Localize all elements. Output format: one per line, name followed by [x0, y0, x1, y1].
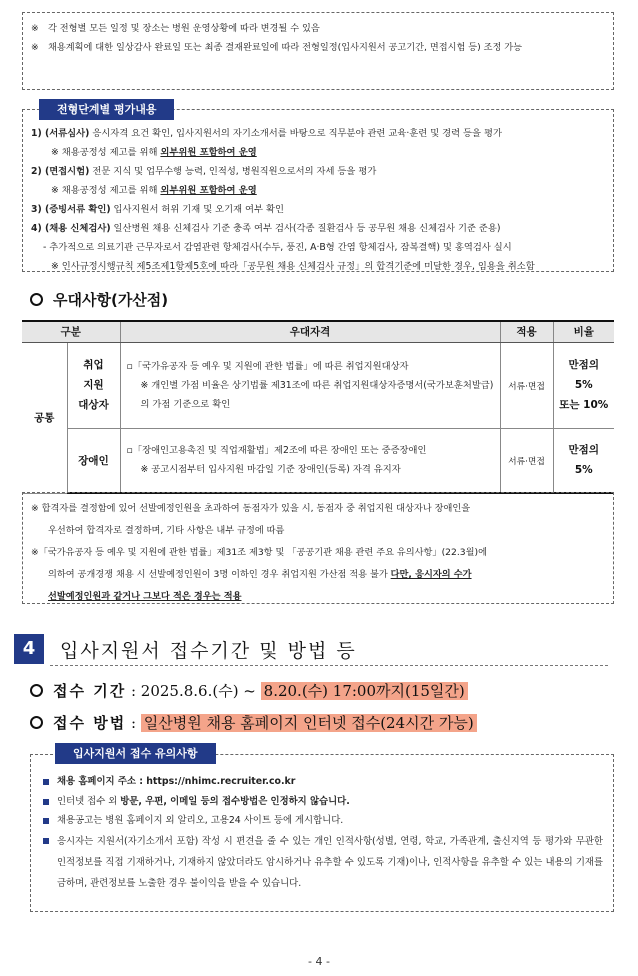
page-number: - 4 - [308, 955, 330, 968]
caution-box-label: 입사지원서 접수 유의사항 [55, 743, 216, 764]
qualification-note: ※ 개인별 가점 비율은 상기법률 제31조에 따른 취업지원대상자증명서(국가보훈처발급)의 가점 기준으로 확인 [140, 379, 494, 410]
qualification-text: ▫「장애인고용촉진 및 직업재활법」제2조에 따른 장애인 또는 중증장애인 [126, 445, 427, 457]
eval-physical-note: ※ 인사규정시행규칙 제5조제1항제5호에 따라「공무원 채용 신체검사 규정」의 합격기준에 미달한 경우, 임용을 취소함 [51, 261, 535, 272]
note-line: ※「국가유공자 등 예우 및 지원에 관한 법률」제31조 제3항 및 「공공기관 채용 관련 주요 유의사항」(22.3월)에 [31, 547, 487, 558]
circle-bullet-icon [30, 293, 43, 306]
eval-physical: 4) (채용 신체검사) 일산병원 채용 신체검사 기준 충족 여부 검사(각종 질환검사 등 공무원 채용 신체검사 기준 준용) [31, 223, 501, 234]
square-bullet-icon [43, 799, 49, 805]
preference-table [22, 320, 614, 494]
note-line: 선발예정인원과 같거나 그보다 적은 경우는 적용 [48, 591, 242, 602]
apply-cell: 서류·면접 [500, 342, 553, 428]
list-item [41, 772, 603, 792]
section-number: 4 [14, 634, 44, 664]
qualification-cell [120, 428, 500, 493]
section-divider [50, 665, 608, 666]
section-4-header [14, 634, 614, 664]
eval-interview: 2) (면접시험) 전문 지식 및 업무수행 능력, 인적성, 병원직원으로서의 자세 등을 평가 [31, 166, 377, 177]
note-line: ※ 각 전형별 모든 일정 및 장소는 병원 운영상황에 따라 변경될 수 있음 [31, 23, 320, 34]
note-line: 우선하여 합격자로 결정하며, 기타 사항은 내부 규정에 따름 [48, 525, 285, 536]
list-item: 응시자는 지원서(자기소개서 포함) 작성 시 편견을 줄 수 있는 개인 인적사항(성별, 연령, 학교, 가족관계, 출신지역 등 평가와 무관한 인적정보를 직접 기재하거나, 기재하지 않았더라도 암시하거나 유추할 수 있도록 기재)이나, 인적사항을 유추할 수 있는 내용의 기재를 금하며, 관련정보를 노출한 경우 불이익을 받을 수 있습니다. [41, 831, 603, 894]
preference-title: 우대사항(가산점) [30, 289, 168, 310]
square-bullet-icon [43, 779, 49, 785]
qualification-note: ※ 공고시점부터 입사지원 마감일 기준 장애인(등록) 자격 유지자 [140, 464, 401, 476]
header-apply: 적용 [500, 321, 553, 342]
eval-document-note: ※ 채용공정성 제고를 위해 외부위원 포함하여 운영 [51, 147, 257, 158]
evaluation-box [22, 103, 614, 272]
header-qualification: 우대자격 [120, 321, 500, 342]
schedule-notes-box [22, 12, 614, 90]
note-line: ※ 합격자를 결정함에 있어 선발예정인원을 초과하여 동점자가 있을 시, 동점자 중 취업지원 대상자나 장애인을 [31, 503, 471, 514]
header-ratio: 비율 [553, 321, 614, 342]
circle-bullet-icon [30, 684, 43, 697]
ratio-cell: 만점의 5% 또는 10% [553, 342, 614, 428]
type-cell: 장애인 [67, 428, 120, 493]
ratio-cell: 만점의 5% [553, 428, 614, 493]
group-cell: 공통 [22, 342, 67, 493]
square-bullet-icon [43, 818, 49, 824]
list-item: 채용공고는 병원 홈페이지 외 알리오, 고용24 사이트 등에 게시합니다. [41, 811, 603, 831]
period-highlight: 8.20.(수) 17:00까지(15일간) [261, 682, 468, 700]
eval-document-review: 1) (서류심사) 응시자격 요건 확인, 입사지원서의 자기소개서를 바탕으로 직무분야 관련 교육·훈련 및 경력 등을 평가 [31, 128, 502, 139]
note-line: 의하여 공개경쟁 채용 시 선발예정인원이 3명 이하인 경우 취업지원 가산점 적용 불가 다만, 응시자의 수가 [48, 569, 472, 580]
circle-bullet-icon [30, 716, 43, 729]
type-cell: 취업 지원 대상자 [67, 342, 120, 428]
evaluation-box-label: 전형단계별 평가내용 [39, 99, 174, 120]
tiebreak-notes-box [22, 492, 614, 604]
table-header-row [22, 321, 614, 342]
application-period: 접수 기간 : 2025.8.6.(수) ~ 8.20.(수) 17:00까지(15일간) [30, 680, 468, 701]
method-highlight: 일산병원 채용 홈페이지 인터넷 접수(24시간 가능) [141, 714, 477, 732]
square-bullet-icon [43, 838, 49, 844]
homepage-link[interactable]: 채용 홈페이지 주소 : https://nhimc.recruiter.co.kr [57, 776, 296, 787]
qualification-cell [120, 342, 500, 428]
eval-physical-sub: - 추가적으로 의료기관 근무자로서 감염관련 항체검사(수두, 풍진, A·B형 간염 항체검사, 잠복결핵) 및 홍역검사 실시 [43, 242, 512, 253]
application-method: 접수 방법 : 일산병원 채용 홈페이지 인터넷 접수(24시간 가능) [30, 712, 477, 733]
eval-verification: 3) (증빙서류 확인) 입사지원서 허위 기재 및 오기재 여부 확인 [31, 204, 284, 215]
note-line: ※ 채용계획에 대한 일상감사 완료일 또는 최종 결재완료일에 따라 전형일정(입사지원서 공고기간, 면접시험 등) 조정 가능 [31, 42, 523, 53]
header-category: 구분 [22, 321, 120, 342]
table-row [22, 428, 614, 493]
apply-cell: 서류·면접 [500, 428, 553, 493]
qualification-text: ▫「국가유공자 등 예우 및 지원에 관한 법률」에 따른 취업지원대상자 [126, 360, 409, 372]
table-row [22, 342, 614, 428]
section-title: 입사지원서 접수기간 및 방법 등 [60, 640, 357, 662]
eval-interview-note: ※ 채용공정성 제고를 위해 외부위원 포함하여 운영 [51, 185, 257, 196]
list-item: 인터넷 접수 외 방문, 우편, 이메일 등의 접수방법은 인정하지 않습니다. [41, 792, 603, 812]
application-caution-box [30, 747, 614, 912]
